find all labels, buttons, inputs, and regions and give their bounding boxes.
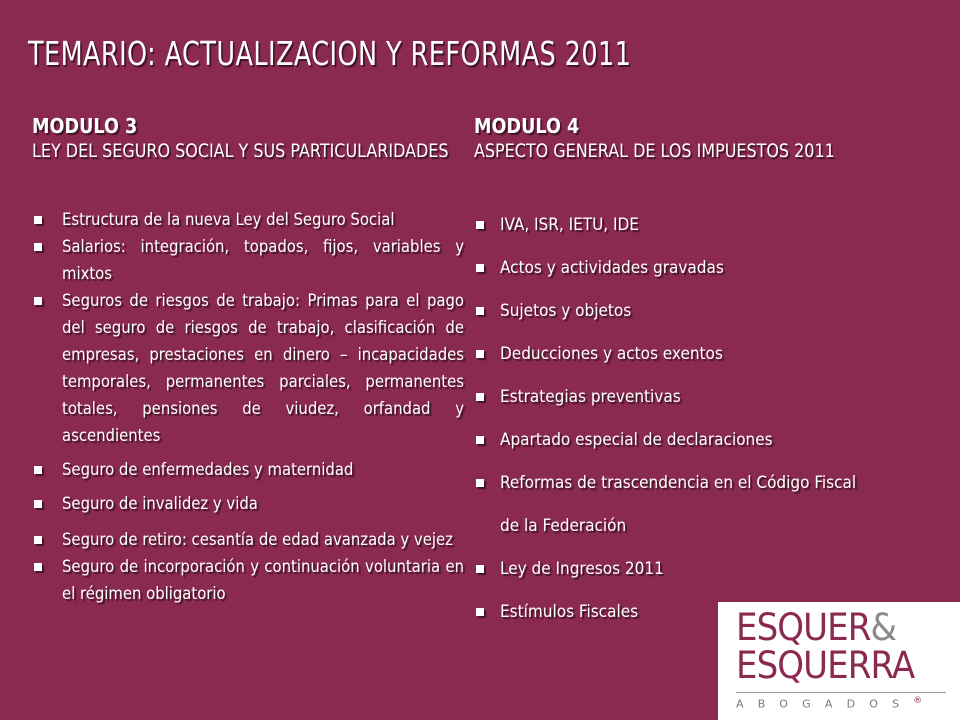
list-item — [32, 287, 464, 449]
list-item-text: Salarios: integración, topados, fijos, variables y mixtos — [62, 237, 464, 283]
list-item-text: Seguro de enfermedades y maternidad — [62, 460, 354, 479]
list-item — [474, 468, 944, 511]
module-4-header — [474, 114, 944, 164]
list-item — [32, 456, 464, 483]
square-bullet-icon — [34, 216, 42, 224]
list-item-text: Apartado especial de declaraciones — [500, 430, 773, 450]
list-item — [474, 554, 944, 597]
module-3-list — [32, 206, 464, 607]
list-item — [32, 553, 464, 607]
registered-mark-icon: ® — [913, 696, 923, 706]
list-item — [474, 210, 944, 253]
list-item-text: Ley de Ingresos 2011 — [500, 559, 664, 579]
square-bullet-icon — [34, 466, 42, 474]
logo-line-1 — [736, 608, 896, 648]
square-bullet-icon — [34, 536, 42, 544]
list-item-text: Seguro de retiro: cesantía de edad avanzada y vejez — [62, 530, 453, 549]
square-bullet-icon — [34, 563, 42, 571]
square-bullet-icon — [34, 243, 42, 251]
list-item-text: Estímulos Fiscales — [500, 602, 639, 622]
module-3-subtitle: LEY DEL SEGURO SOCIAL Y SUS PARTICULARIDADES — [32, 140, 449, 162]
square-bullet-icon — [476, 436, 484, 444]
logo-word-esquer: ESQUER — [736, 606, 871, 649]
list-item-text: Seguro de incorporación y continuación voluntaria en el régimen obligatorio — [62, 557, 464, 603]
square-bullet-icon — [476, 608, 484, 616]
module-4-subtitle: ASPECTO GENERAL DE LOS IMPUESTOS 2011 — [474, 140, 835, 162]
square-bullet-icon — [34, 297, 42, 305]
module-3-header — [32, 114, 464, 164]
list-item — [32, 233, 464, 287]
module-4-heading: MODULO 4 — [474, 114, 580, 138]
list-item-text: Deducciones y actos exentos — [500, 344, 723, 364]
list-item — [32, 206, 464, 233]
module-4-list — [474, 210, 944, 640]
square-bullet-icon — [476, 565, 484, 573]
logo-subtitle-text: ABOGADOS — [736, 697, 914, 711]
square-bullet-icon — [476, 264, 484, 272]
list-item — [32, 490, 464, 517]
square-bullet-icon — [34, 500, 42, 508]
list-item-text: Estructura de la nueva Ley del Seguro Social — [62, 210, 395, 229]
square-bullet-icon — [476, 350, 484, 358]
list-item-text: IVA, ISR, IETU, IDE — [500, 215, 639, 235]
logo-divider — [736, 692, 946, 693]
logo-subtitle — [736, 696, 948, 711]
square-bullet-icon — [476, 307, 484, 315]
square-bullet-icon — [476, 479, 484, 487]
list-item-text: Reformas de trascendencia en el Código Fiscal — [500, 473, 857, 493]
module-3-heading: MODULO 3 — [32, 114, 138, 138]
list-item — [32, 526, 464, 553]
slide-title: TEMARIO: ACTUALIZACION Y REFORMAS 2011 — [28, 34, 632, 73]
list-item — [474, 339, 944, 382]
list-item-text: Estrategias preventivas — [500, 387, 681, 407]
list-item-text: Sujetos y objetos — [500, 301, 632, 321]
company-logo — [718, 602, 960, 720]
list-item-text: de la Federación — [500, 516, 627, 536]
logo-line-2 — [736, 646, 914, 686]
square-bullet-icon — [476, 221, 484, 229]
list-item — [474, 425, 944, 468]
square-bullet-icon — [476, 393, 484, 401]
logo-word-esquerra: ESQUERRA — [736, 644, 915, 687]
list-item — [474, 253, 944, 296]
list-item-text: Seguros de riesgos de trabajo: Primas para el pago del seguro de riesgos de trabajo, clasificación de empresas, prestaciones en dinero – incapacidades temporales, permanentes parciales, permanentes totales, pensiones de viudez, orfandad y ascendientes — [62, 291, 464, 445]
list-item-text: Actos y actividades gravadas — [500, 258, 724, 278]
list-item-text: Seguro de invalidez y vida — [62, 494, 258, 513]
list-item — [474, 296, 944, 339]
list-item-continuation — [474, 511, 944, 554]
logo-ampersand: & — [870, 606, 897, 649]
list-item — [474, 382, 944, 425]
